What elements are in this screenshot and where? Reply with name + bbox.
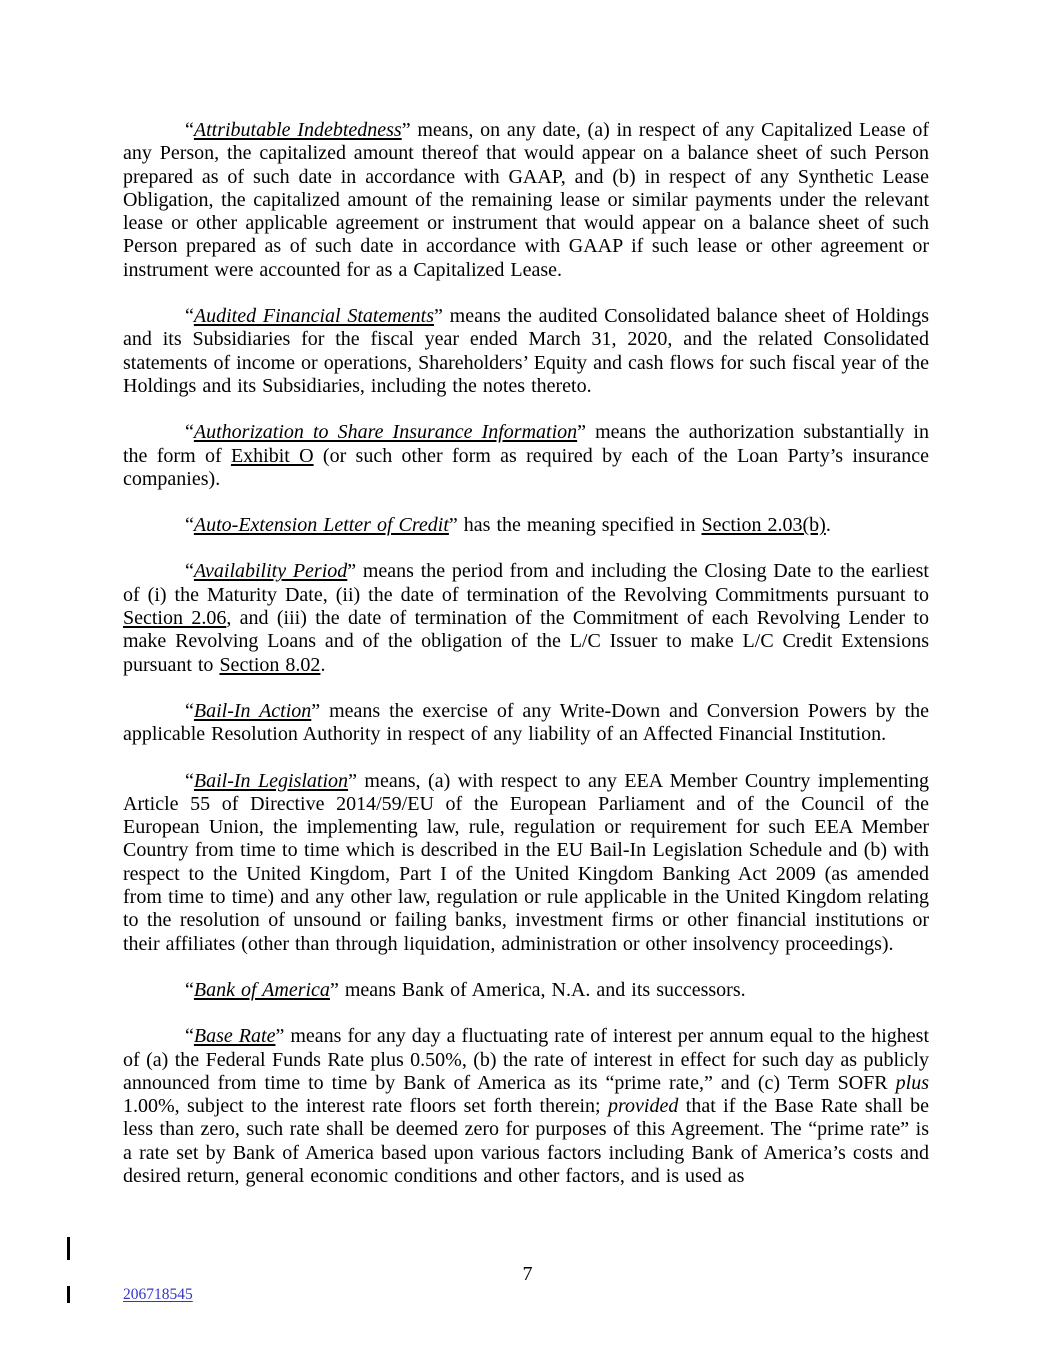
defined-term: Bank of America [193,978,330,1001]
text-run: . [320,653,326,676]
definition-attributable-indebtedness [123,119,929,282]
text-run: “ [185,560,194,583]
text-run: , and (iii) the date of termination of the Commitment of each Revolving Lender to make Revolving Loans and of the obligation of the L/C Issuer to make L/C Credit Extensions pursuant to [123,607,929,676]
defined-term: Audited Financial Statements [193,305,435,328]
text-run: provided [608,1095,679,1118]
text-run: ” means the exercise of any Write-Down and Conversion Powers by the applicable Resolution Authority in respect of any liability of an Affected Financial Institution. [123,699,929,746]
cross-reference: Exhibit O [230,444,314,467]
text-run: ” means the period from and including the Closing Date to the earliest of (i) the Maturity Date, (ii) the date of termination of the Revolving Commitments pursuant to [123,560,929,606]
text-run: “ [185,699,194,722]
doc-number-link[interactable]: 206718545 [123,1286,193,1303]
defined-term: Auto-Extension Letter of Credit [193,514,449,537]
definition-authorization-to-share-insurance-information [123,421,929,491]
text-run: ” means the audited Consolidated balance sheet of Holdings and its Subsidiaries for the fiscal year ended March 31, 2020, and the related Consolidated statements of income or operations, Shareholders’ Equity and cash flows for such fiscal year of the Holdings and its Subsidiaries, including the notes thereto. [123,305,929,397]
definition-bail-in-action [123,700,929,747]
text-run: ” means, (a) with respect to any EEA Member Country implementing Article 55 of Directive 2014/59/EU of the European Parliament and of the Council of the European Union, the implementing law, rule, regulation or requirement for such EEA Member Country from time to time which is described in the EU Bail-In Legislation Schedule and (b) with respect to the United Kingdom, Part I of the United Kingdom Banking Act 2009 (as amended from time to time) and any other law, regulation or rule applicable in the United Kingdom relating to the resolution of unsound or failing banks, investment firms or other financial institutions or their affiliates (other than through liquidation, administration or other insolvency proceedings). [123,769,930,955]
text-run: “ [185,514,194,537]
defined-term: Bail-In Legislation [193,769,349,792]
definition-bail-in-legislation [123,770,929,956]
text-run: “ [185,421,194,444]
text-run: “ [185,119,194,141]
page-number: 7 [522,1263,533,1285]
cross-reference: Section 2.03(b) [701,514,826,537]
text-run: ” means Bank of America, N.A. and its successors. [329,978,746,1001]
defined-term: Base Rate [193,1025,276,1048]
revision-bar-icon [67,1286,70,1303]
defined-term: Authorization to Share Insurance Information [193,421,578,444]
text-run: plus [895,1071,929,1094]
defined-term: Attributable Indebtedness [193,119,402,141]
text-run: “ [185,305,194,328]
text-run: “ [185,1025,194,1048]
defined-term: Bail-In Action [193,699,312,722]
revision-bar-icon [67,1237,70,1260]
text-run: ” means, on any date, (a) in respect of any Capitalized Lease of any Person, the capitalized amount thereof that would appear on a balance sheet of such Person prepared as of such date in accordance with GAAP, and (b) in respect of any Synthetic Lease Obligation, the capitalized amount of the remaining lease or similar payments under the relevant lease or other applicable agreement or instrument that would appear on a balance sheet of such Person prepared as of such date in accordance with GAAP if such lease or other agreement or instrument were accounted for as a Capitalized Lease. [123,119,929,281]
text-run: “ [185,978,194,1001]
definition-base-rate [123,1025,929,1188]
definition-auto-extension-letter-of-credit [123,514,929,537]
text-run: ” means the authorization substantially in the form of [123,421,929,467]
text-run: ” means for any day a fluctuating rate of interest per annum equal to the highest of (a) the Federal Funds Rate plus 0.50%, (b) the rate of interest in effect for such day as publicly announced from time to time by Bank of America as its “prime rate,” and (c) Term SOFR [123,1025,929,1094]
text-run: that if the Base Rate shall be less than zero, such rate shall be deemed zero for purposes of this Agreement. The “prime rate” is a rate set by Bank of America based upon various factors including Bank of America’s costs and desired return, general economic conditions and other factors, and is used as [123,1095,929,1187]
page-body [123,119,929,1211]
text-run: “ [185,769,194,792]
text-run: (or such other form as required by each of the Loan Party’s insurance companies). [123,444,929,490]
cross-reference: Section 2.06 [123,607,227,630]
defined-term: Availability Period [193,560,348,583]
cross-reference: Section 8.02 [219,653,321,676]
definition-availability-period [123,560,929,676]
definition-audited-financial-statements [123,305,929,398]
definition-bank-of-america [123,979,929,1002]
text-run: ” has the meaning specified in [448,514,702,537]
text-run: . [825,514,831,537]
text-run: 1.00%, subject to the interest rate floors set forth therein; [123,1095,608,1118]
